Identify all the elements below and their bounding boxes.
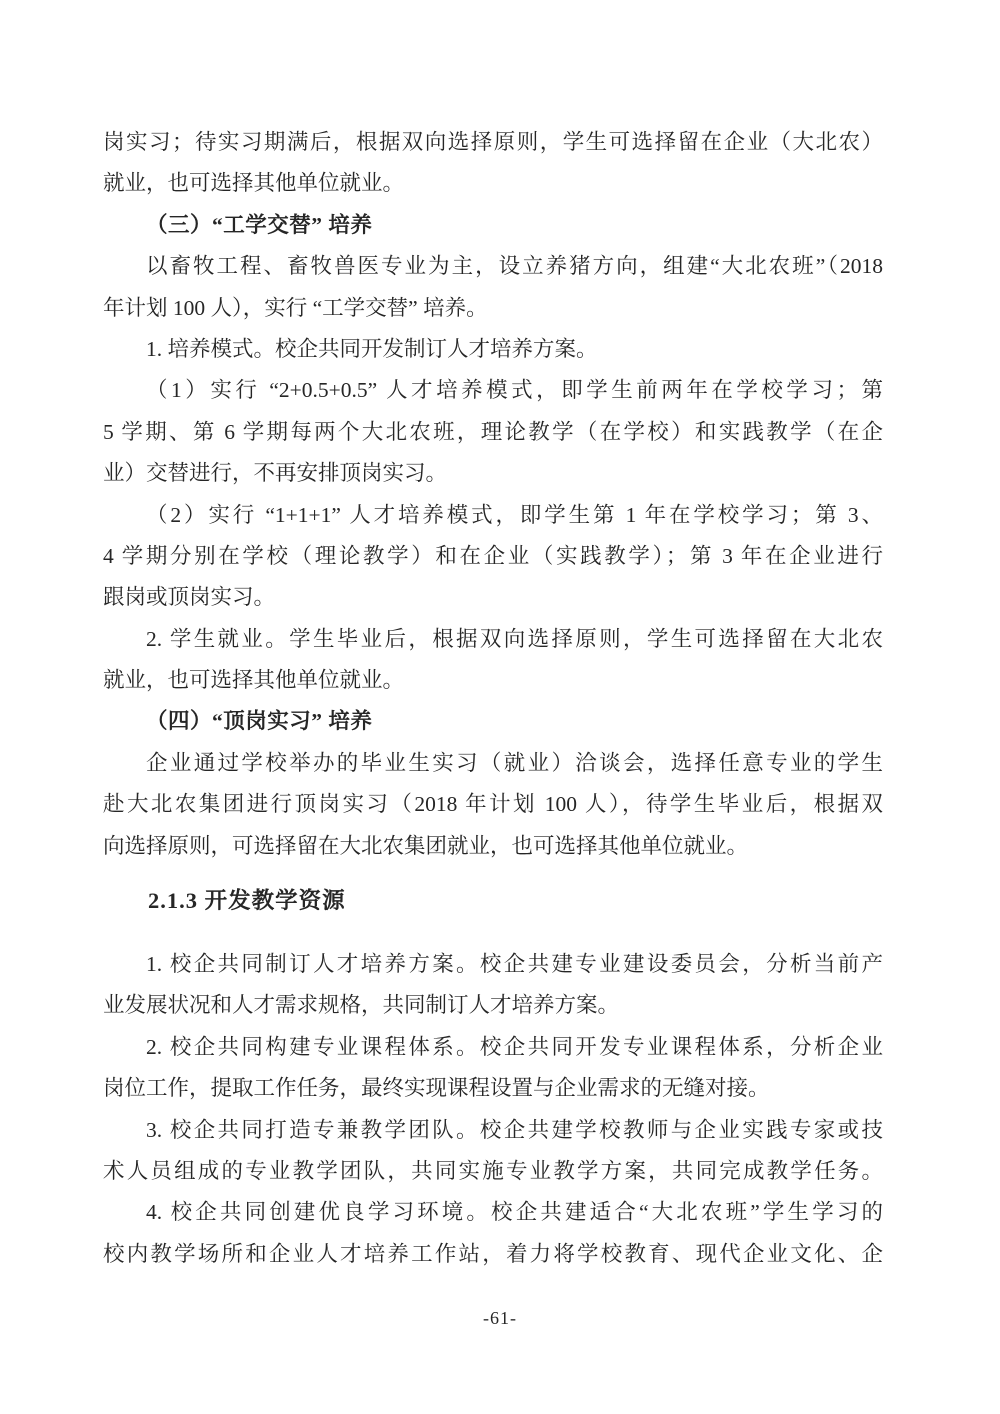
- text-line: （1）实行 “2+0.5+0.5” 人才培养模式，即学生前两年在学校学习；第: [146, 378, 883, 403]
- text-line: 4. 校企共同创建优良学习环境。校企共建适合“大北农班”学生学习的: [146, 1200, 883, 1225]
- text-line: （2）实行 “1+1+1” 人才培养模式，即学生第 1 年在学校学习；第 3、: [146, 502, 883, 527]
- subsection-heading: （三）“工学交替” 培养: [146, 212, 373, 237]
- text-line: 业）交替进行，不再安排顶岗实习。: [103, 461, 448, 486]
- text-line: 2. 校企共同构建专业课程体系。校企共同开发专业课程体系，分析企业: [146, 1034, 883, 1059]
- text-line: 跟岗或顶岗实习。: [103, 585, 276, 610]
- document-body: [103, 122, 883, 1275]
- text-line: 就业，也可选择其他单位就业。: [103, 668, 405, 693]
- subsection-heading: （四）“顶岗实习” 培养: [146, 709, 373, 734]
- text-line: 1. 培养模式。校企共同开发制订人才培养方案。: [146, 336, 598, 361]
- text-line: 就业，也可选择其他单位就业。: [103, 171, 405, 196]
- text-line: 3. 校企共同打造专兼教学团队。校企共建学校教师与企业实践专家或技: [146, 1117, 883, 1142]
- text-line: 校内教学场所和企业人才培养工作站，着力将学校教育、现代企业文化、企: [103, 1241, 883, 1266]
- text-line: 企业通过学校举办的毕业生实习（就业）洽谈会，选择任意专业的学生: [146, 750, 883, 775]
- text-line: 业发展状况和人才需求规格，共同制订人才培养方案。: [103, 993, 620, 1018]
- section-heading: 2.1.3 开发教学资源: [148, 888, 346, 914]
- text-line: 术人员组成的专业教学团队，共同实施专业教学方案，共同完成教学任务。: [103, 1158, 883, 1183]
- text-line: 年计划 100 人），实行 “工学交替” 培养。: [103, 295, 488, 320]
- text-line: 4 学期分别在学校（理论教学）和在企业（实践教学）；第 3 年在企业进行: [103, 543, 883, 568]
- text-line: 2. 学生就业。学生毕业后，根据双向选择原则，学生可选择留在大北农: [146, 626, 883, 651]
- text-line: 以畜牧工程、畜牧兽医专业为主，设立养猪方向，组建“大北农班”（2018: [146, 254, 883, 279]
- text-line: 岗位工作，提取工作任务，最终实现课程设置与企业需求的无缝对接。: [103, 1076, 770, 1101]
- text-line: 赴大北农集团进行顶岗实习（2018 年计划 100 人），待学生毕业后，根据双: [103, 792, 883, 817]
- text-line: 1. 校企共同制订人才培养方案。校企共建专业建设委员会，分析当前产: [146, 952, 883, 977]
- text-line: 向选择原则，可选择留在大北农集团就业，也可选择其他单位就业。: [103, 833, 749, 858]
- text-line: 岗实习；待实习期满后，根据双向选择原则，学生可选择留在企业（大北农）: [103, 130, 883, 154]
- text-line: 5 学期、第 6 学期每两个大北农班，理论教学（在学校）和实践教学（在企: [103, 419, 883, 444]
- page-number: -61-: [483, 1308, 517, 1328]
